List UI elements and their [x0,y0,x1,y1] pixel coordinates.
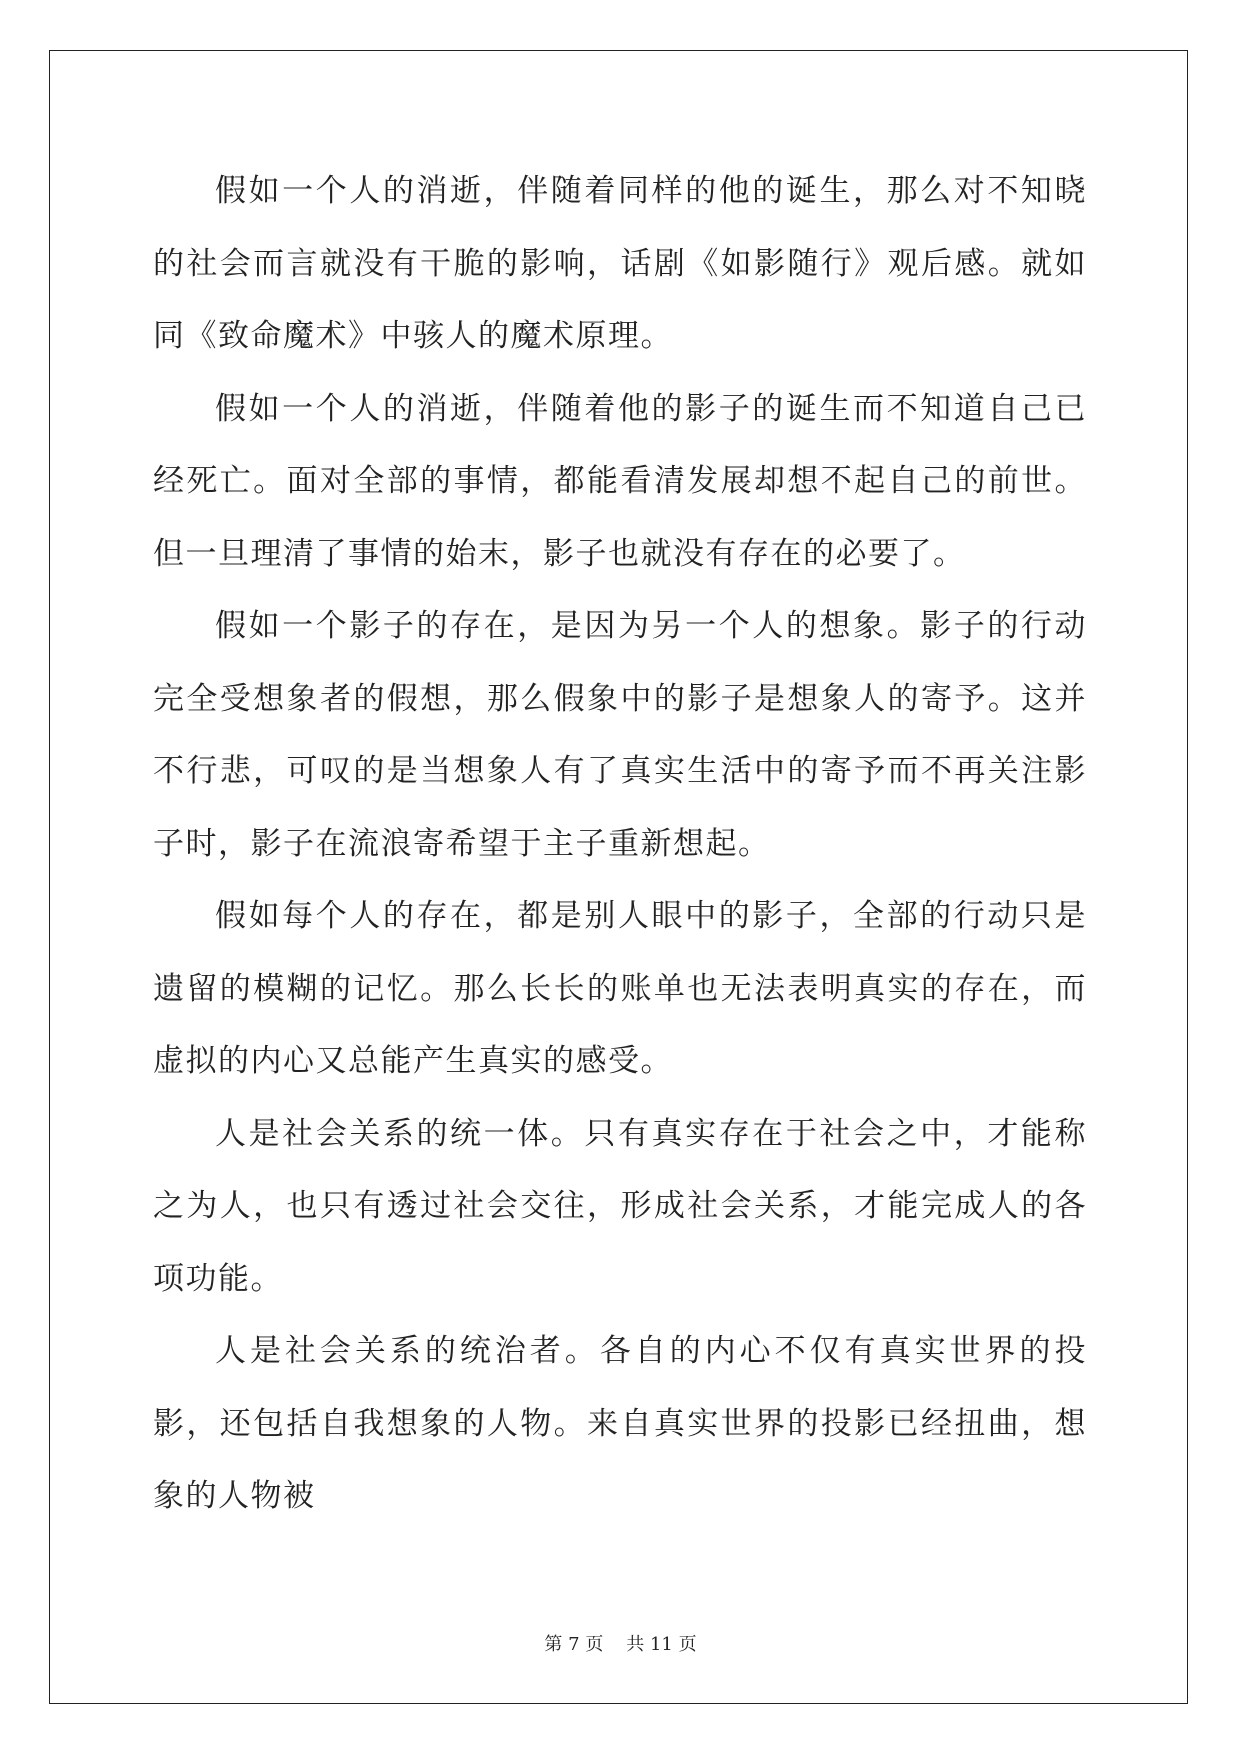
paragraph-1: 假如一个人的消逝，伴随着同样的他的诞生，那么对不知晓的社会而言就没有干脆的影响，话剧《如影随行》观后感。就如同《致命魔术》中骇人的魔术原理。 [153,173,1087,354]
paragraph-5: 人是社会关系的统一体。只有真实存在于社会之中，才能称之为人，也只有透过社会交往，形成社会关系，才能完成人的各项功能。 [153,1115,1087,1297]
paragraph-4: 假如每个人的存在，都是别人眼中的影子，全部的行动只是遗留的模糊的记忆。那么长长的账单也无法表明真实的存在，而虚拟的内心又总能产生真实的感受。 [153,898,1087,1079]
page-footer [0,1630,1241,1656]
paragraph-6: 人是社会关系的统治者。各自的内心不仅有真实世界的投影，还包括自我想象的人物。来自真实世界的投影已经扭曲，想象的人物被 [153,1333,1087,1514]
page-total: 共 11 页 [626,1634,697,1655]
paragraph-3: 假如一个影子的存在，是因为另一个人的想象。影子的行动完全受想象者的假想，那么假象中的影子是想象人的寄予。这并不行悲，可叹的是当想象人有了真实生活中的寄予而不再关注影子时，影子在流浪寄希望于主子重新想起。 [153,608,1087,862]
paragraph-2: 假如一个人的消逝，伴随着他的影子的诞生而不知道自己已经死亡。面对全部的事情，都能看清发展却想不起自己的前世。但一旦理清了事情的始末，影子也就没有存在的必要了。 [153,390,1087,572]
page-number: 第 7 页 [544,1634,604,1655]
document-body [153,155,1087,1533]
